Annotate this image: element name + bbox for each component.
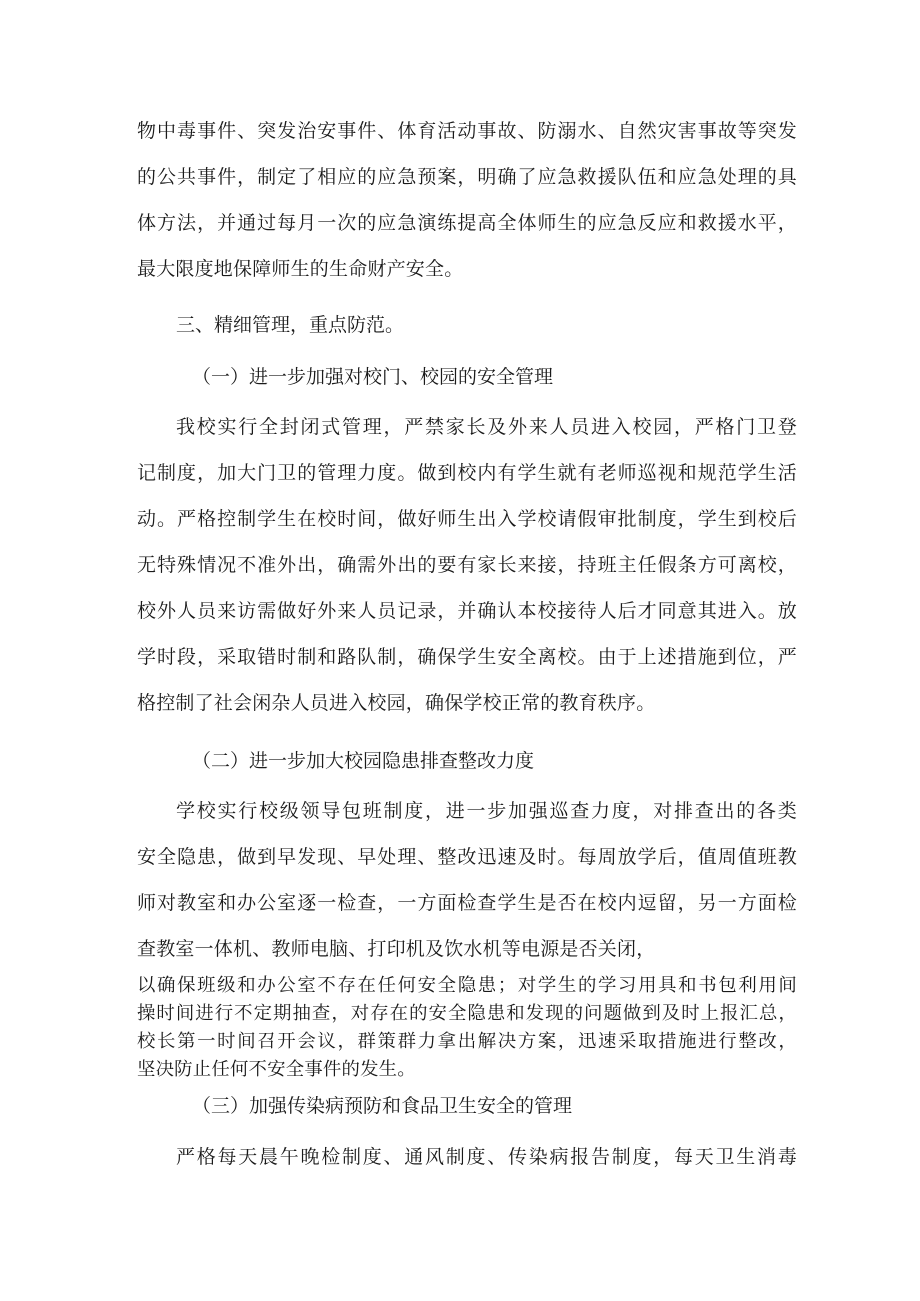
subsection-heading: （三）加强传染病预防和食品卫生安全的管理 — [192, 1095, 573, 1117]
subsection-heading: （一）进一步加强对校门、校园的安全管理 — [192, 366, 554, 388]
text-line: 我校实行全封闭式管理，严禁家长及外来人员进入校园，严格门卫登 — [176, 416, 797, 438]
text-line: 记制度，加大门卫的管理力度。做到校内有学生就有老师巡视和规范学生活 — [137, 462, 797, 484]
paragraph-hazard-inspection-continued — [137, 972, 797, 1084]
text-line: 查教室一体机、教师电脑、打印机及饮水机等电源是否关闭， — [137, 938, 656, 960]
paragraph-disease-prevention — [137, 1134, 797, 1180]
text-line: 以确保班级和办公室不存在任何安全隐患；对学生的学习用具和书包利用间 — [137, 975, 797, 996]
text-line: 操时间进行不定期抽查，对存在的安全隐患和发现的问题做到及时上报汇总， — [137, 1003, 797, 1024]
text-line: 严格每天晨午晚检制度、通风制度、传染病报告制度，每天卫生消毒 — [176, 1146, 797, 1168]
paragraph-gate-management — [137, 404, 797, 726]
text-line: 校外人员来访需做好外来人员记录，并确认本校接待人后才同意其进入。放 — [137, 600, 797, 622]
text-line: 无特殊情况不准外出，确需外出的要有家长来接，持班主任假条方可离校， — [137, 554, 797, 576]
text-line: 格控制了社会闲杂人员进入校园，确保学校正常的教育秩序。 — [137, 692, 656, 714]
text-line: 师对教室和办公室逐一检查，一方面检查学生是否在校内逗留，另一方面检 — [137, 892, 797, 914]
text-line: 体方法，并通过每月一次的应急演练提高全体师生的应急反应和救援水平， — [137, 212, 797, 234]
text-line: 动。严格控制学生在校时间，做好师生出入学校请假审批制度，学生到校后 — [137, 508, 797, 530]
text-line: 最大限度地保障师生的生命财产安全。 — [137, 258, 464, 280]
text-line: 校长第一时间召开会议，群策群力拿出解决方案，迅速采取措施进行整改， — [137, 1031, 797, 1052]
section-heading: 三、精细管理，重点防范。 — [176, 314, 405, 336]
subsection-heading: （二）进一步加大校园隐患排查整改力度 — [192, 750, 535, 772]
paragraph-hazard-inspection — [137, 788, 797, 972]
text-line: 物中毒事件、突发治安事件、体育活动事故、防溺水、自然灾害事故等突发 — [137, 120, 797, 142]
text-line: 学时段，采取错时制和路队制，确保学生安全离校。由于上述措施到位，严 — [137, 646, 797, 668]
text-line: 的公共事件，制定了相应的应急预案，明确了应急救援队伍和应急处理的具 — [137, 166, 797, 188]
text-line: 坚决防止任何不安全事件的发生。 — [137, 1059, 416, 1080]
text-line: 安全隐患，做到早发现、早处理、整改迅速及时。每周放学后，值周值班教 — [137, 846, 797, 868]
paragraph-intro — [137, 108, 797, 292]
text-line: 学校实行校级领导包班制度，进一步加强巡查力度，对排查出的各类 — [176, 800, 797, 822]
